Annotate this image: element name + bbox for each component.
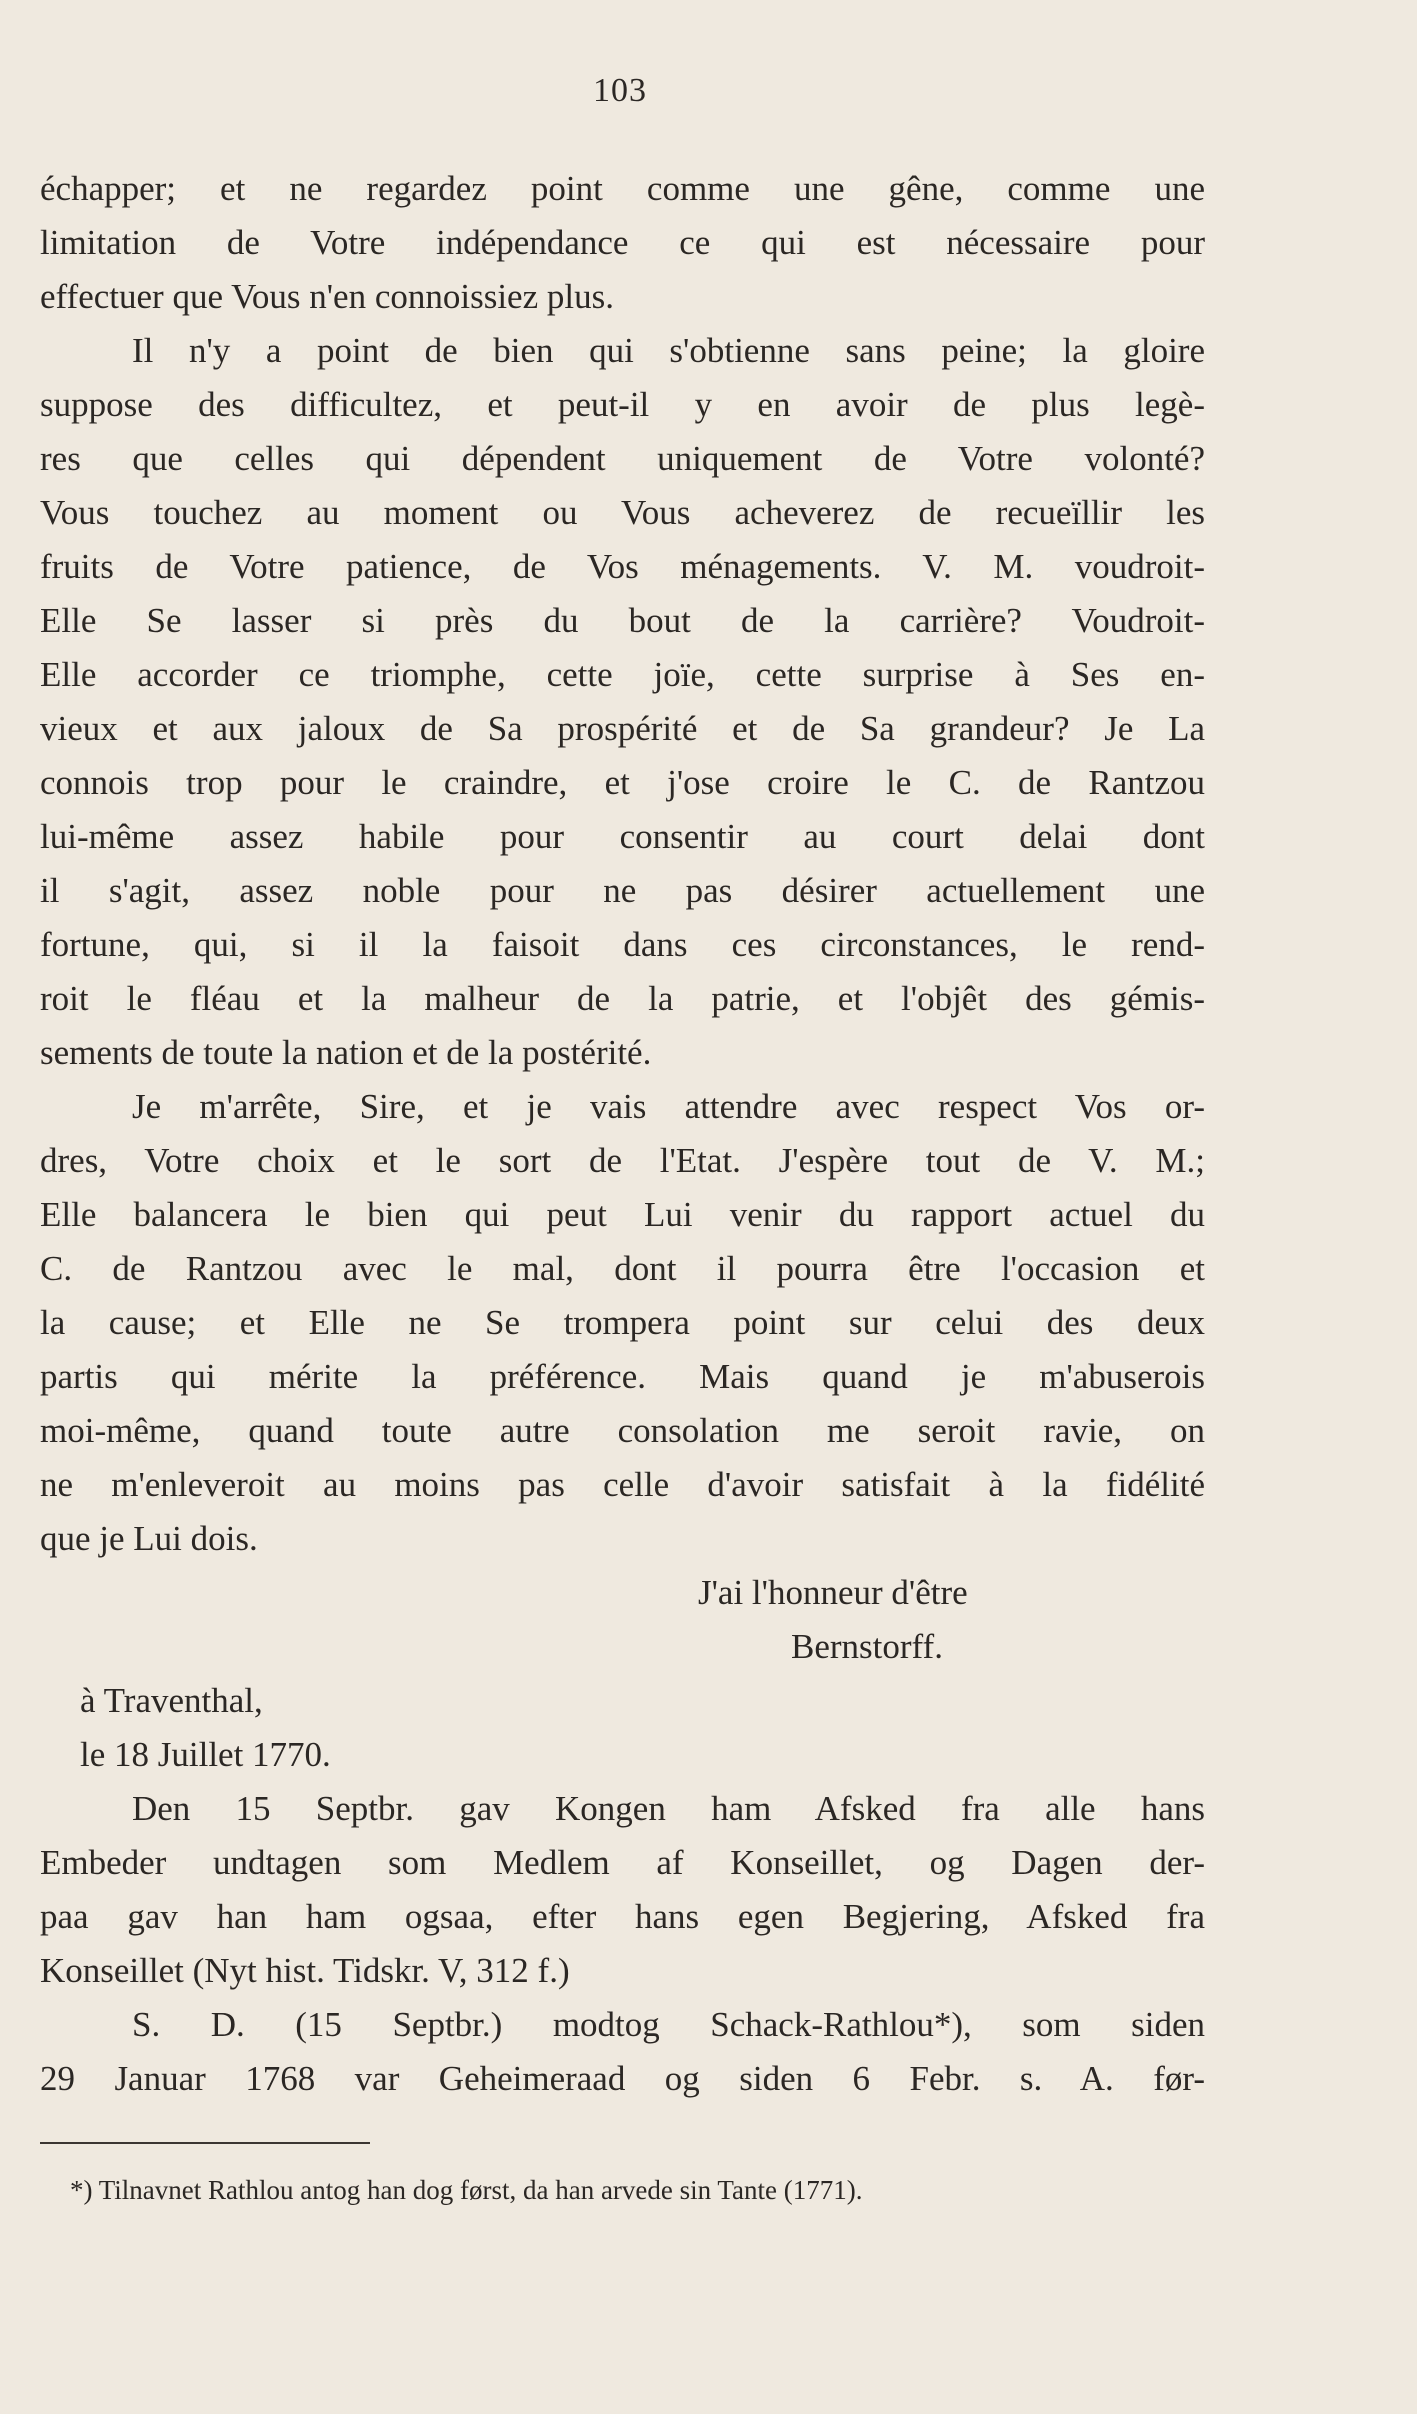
text-line: dres, Votre choix et le sort de l'Etat. J'espère tout de V. M.; — [40, 1141, 1205, 1180]
text-line: C. de Rantzou avec le mal, dont il pourra être l'occasion et — [40, 1249, 1205, 1288]
text-line: il s'agit, assez noble pour ne pas désirer actuellement une — [40, 871, 1205, 910]
text-line: paa gav han ham ogsaa, efter hans egen Begjering, Afsked fra — [40, 1897, 1205, 1936]
text-line: Den 15 Septbr. gav Kongen ham Afsked fra alle hans — [132, 1789, 1205, 1828]
text-line: échapper; et ne regardez point comme une gêne, comme une — [40, 169, 1205, 208]
text-line: suppose des difficultez, et peut-il y en avoir de plus legè- — [40, 385, 1205, 424]
page-number: 103 — [593, 72, 647, 109]
text-line: Konseillet (Nyt hist. Tidskr. V, 312 f.) — [40, 1951, 570, 1990]
text-line: sements de toute la nation et de la postérité. — [40, 1033, 652, 1072]
text-line: S. D. (15 Septbr.) modtog Schack-Rathlou*), som siden — [132, 2005, 1205, 2044]
text-line: res que celles qui dépendent uniquement de Votre volonté? — [40, 439, 1205, 478]
text-line: Elle accorder ce triomphe, cette joïe, cette surprise à Ses en- — [40, 655, 1205, 694]
text-line: lui-même assez habile pour consentir au court delai dont — [40, 817, 1205, 856]
text-line: Elle Se lasser si près du bout de la carrière? Voudroit- — [40, 601, 1205, 640]
text-line: limitation de Votre indépendance ce qui est nécessaire pour — [40, 223, 1205, 262]
signature-salutation: J'ai l'honneur d'être — [698, 1573, 968, 1612]
commentary-body — [40, 1782, 1205, 2106]
footnote-divider — [40, 2142, 370, 2144]
text-line: roit le fléau et la malheur de la patrie, et l'objêt des gémis- — [40, 979, 1205, 1018]
text-line: vieux et aux jaloux de Sa prospérité et de Sa grandeur? Je La — [40, 709, 1205, 748]
text-line: ne m'enleveroit au moins pas celle d'avoir satisfait à la fidélité — [40, 1465, 1205, 1504]
letter-place: à Traventhal, — [80, 1681, 263, 1720]
text-line: 29 Januar 1768 var Geheimeraad og siden 6 Febr. s. A. før- — [40, 2059, 1205, 2098]
letter-date: le 18 Juillet 1770. — [80, 1735, 331, 1774]
text-line: Embeder undtagen som Medlem af Konseillet, og Dagen der- — [40, 1843, 1205, 1882]
text-line: Elle balancera le bien qui peut Lui venir du rapport actuel du — [40, 1195, 1205, 1234]
text-line: connois trop pour le craindre, et j'ose croire le C. de Rantzou — [40, 763, 1205, 802]
text-line: partis qui mérite la préférence. Mais quand je m'abuserois — [40, 1357, 1205, 1396]
text-line: la cause; et Elle ne Se trompera point sur celui des deux — [40, 1303, 1205, 1342]
text-line: Il n'y a point de bien qui s'obtienne sans peine; la gloire — [132, 331, 1205, 370]
text-line: moi-même, quand toute autre consolation me seroit ravie, on — [40, 1411, 1205, 1450]
text-line: fruits de Votre patience, de Vos ménagements. V. M. voudroit- — [40, 547, 1205, 586]
text-line: effectuer que Vous n'en connoissiez plus. — [40, 277, 614, 316]
letter-body — [40, 162, 1205, 1782]
signature-name: Bernstorff. — [791, 1627, 943, 1666]
text-line: que je Lui dois. — [40, 1519, 258, 1558]
text-line: fortune, qui, si il la faisoit dans ces circonstances, le rend- — [40, 925, 1205, 964]
text-line: Vous touchez au moment ou Vous acheverez de recueïllir les — [40, 493, 1205, 532]
text-line: Je m'arrête, Sire, et je vais attendre avec respect Vos or- — [132, 1087, 1205, 1126]
footnote: *) Tilnavnet Rathlou antog han dog først, da han arvede sin Tante (1771). — [70, 2175, 863, 2205]
